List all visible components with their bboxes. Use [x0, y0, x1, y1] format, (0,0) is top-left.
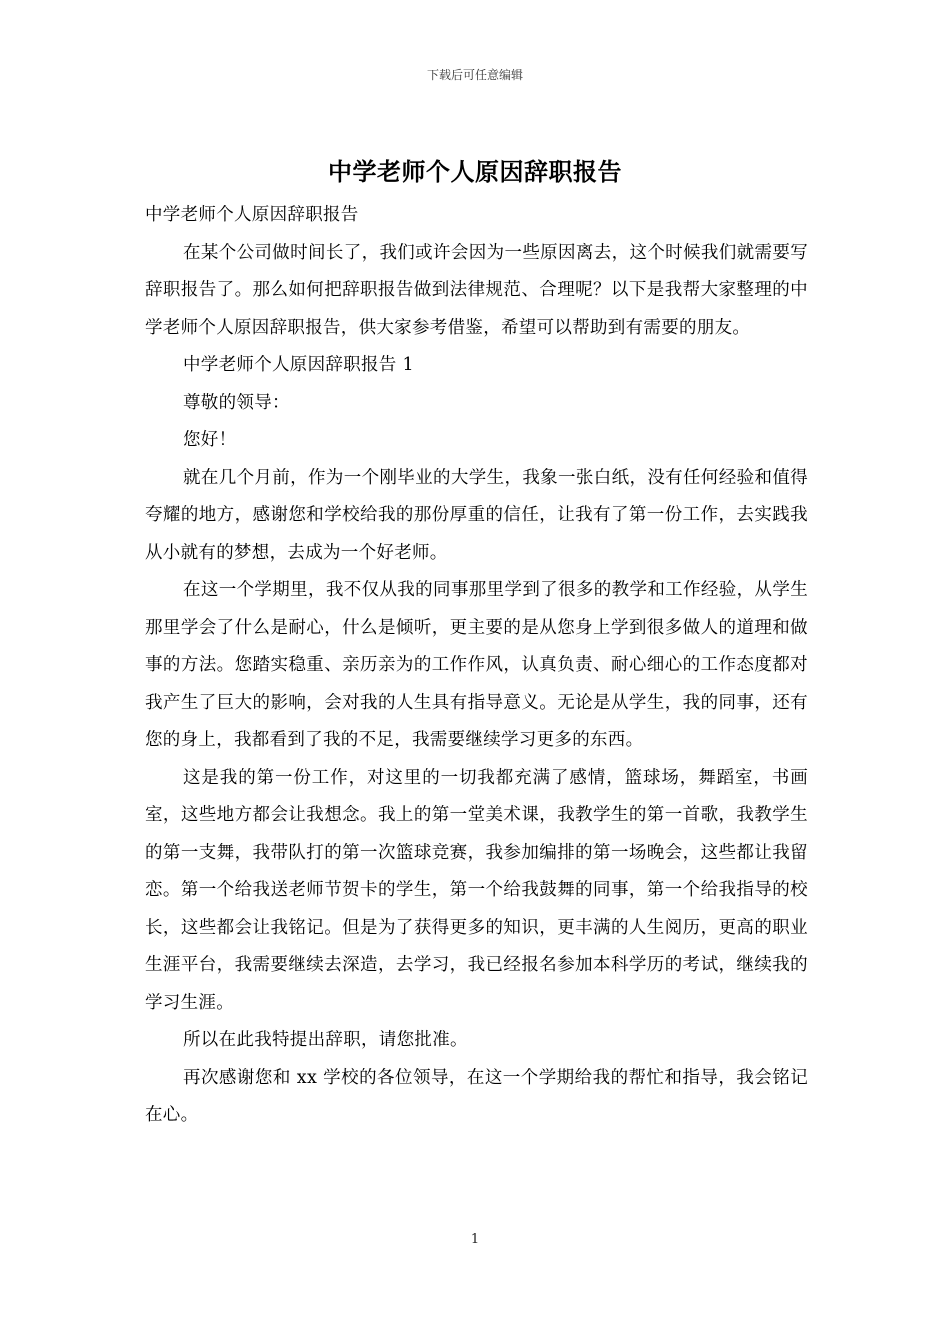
paragraph: 中学老师个人原因辞职报告 [145, 205, 359, 225]
paragraph: 在某个公司做时间长了，我们或许会因为一些原因离去，这个时候我们就需要写辞职报告了。那么如何把辞职报告做到法律规范、合理呢？以下是我帮大家整理的中学老师个人原因辞职报告，供大家参考借鉴，希望可以帮助到有需要的朋友。 [145, 242, 808, 338]
page-number: 1 [470, 1232, 480, 1247]
paragraph: 您好！ [183, 430, 237, 450]
paragraph: 中学老师个人原因辞职报告 1 [183, 355, 414, 375]
document-body [145, 197, 808, 1135]
paragraph: 就在几个月前，作为一个刚毕业的大学生，我象一张白纸，没有任何经验和值得夸耀的地方，感谢您和学校给我的那份厚重的信任，让我有了第一份工作，去实践我从小就有的梦想，去成为一个好老师。 [145, 467, 808, 563]
header-note: 下载后可任意编辑 [426, 68, 523, 82]
document-title: 中学老师个人原因辞职报告 [328, 158, 622, 186]
paragraph: 再次感谢您和 xx 学校的各位领导，在这一个学期给我的帮忙和指导，我会铭记在心。 [145, 1067, 808, 1125]
paragraph: 尊敬的领导： [183, 392, 290, 413]
paragraph: 这是我的第一份工作，对这里的一切我都充满了感情，篮球场，舞蹈室，书画室，这些地方都会让我想念。我上的第一堂美术课，我教学生的第一首歌，我教学生的第一支舞，我带队打的第一次篮球竞赛，我参加编排的第一场晚会，这些都让我留恋。第一个给我送老师节贺卡的学生，第一个给我鼓舞的同事，第一个给我指导的校长，这些都会让我铭记。但是为了获得更多的知识，更丰满的人生阅历，更高的职业生涯平台，我需要继续去深造，去学习，我已经报名参加本科学历的考试，继续我的学习生涯。 [145, 767, 808, 1013]
paragraph: 在这一个学期里，我不仅从我的同事那里学到了很多的教学和工作经验，从学生那里学会了什么是耐心，什么是倾听，更主要的是从您身上学到很多做人的道理和做事的方法。您踏实稳重、亲历亲为的工作作风，认真负责、耐心细心的工作态度都对我产生了巨大的影响，会对我的人生具有指导意义。无论是从学生，我的同事，还有您的身上，我都看到了我的不足，我需要继续学习更多的东西。 [145, 580, 808, 750]
paragraph: 所以在此我特提出辞职，请您批准。 [183, 1030, 468, 1050]
